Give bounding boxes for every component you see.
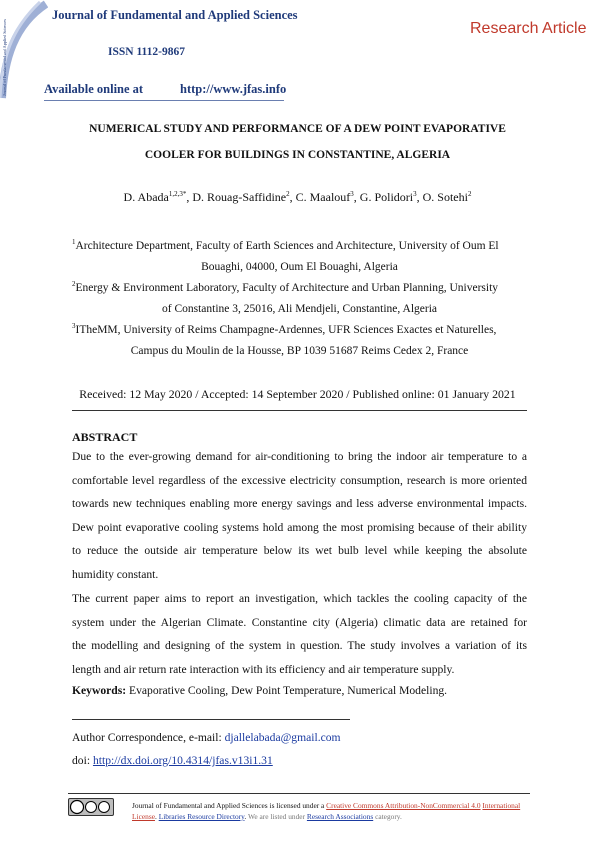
header-divider (44, 100, 284, 101)
author-name: C. Maalouf (295, 190, 351, 204)
by-icon (86, 802, 97, 813)
affiliation-line-1: ITheMM, University of Reims Champagne-Ardennes, UFR Sciences Exactes et Naturelles, (75, 323, 497, 336)
available-online-label: Available online at (44, 82, 144, 96)
affiliation-3 (72, 316, 527, 362)
logo-vertical-text: Journal of Fundamental and Applied Sciences (2, 19, 7, 96)
affiliation-2 (72, 274, 527, 320)
abstract-line: to reduce the outside air temperature below its wet bulb level while keeping the absolute (72, 544, 527, 558)
author-name: G. Polidori (359, 190, 414, 204)
license-text-3: category. (375, 812, 402, 821)
journal-name: Journal of Fundamental and Applied Sciences (52, 8, 298, 22)
keywords-text: Evaporative Cooling, Dew Point Temperature, Numerical Modeling. (129, 684, 448, 697)
author-name: D. Rouag-Saffidine (192, 190, 287, 204)
correspondence-label: Author Correspondence, e-mail: (72, 731, 222, 744)
abstract-paragraph-2 (72, 587, 527, 681)
affiliation-line-2: Bouaghi, 04000, Oum El Bouaghi, Algeria (201, 260, 398, 273)
author-list: D. Abada$^{1,2,3*}$, D. Rouag-Saffidine$^2$, C. Maalouf$^3$, G. Polidori$^3$, O. Sotehi$^2$ (123, 190, 472, 204)
abstract-line: The current paper aims to report an investigation, which tackles the cooling capacity of the (72, 592, 527, 605)
nc-icon (99, 802, 110, 813)
author-sup: 3 (350, 190, 354, 198)
abstract-line: humidity constant. (72, 567, 159, 581)
doi-link[interactable]: http://dx.doi.org/10.4314/jfas.v13i1.31 (92, 754, 273, 767)
author-sup: 1,2,3* (168, 190, 187, 198)
abstract-line: comfortable level regardless of the excessive electricity consumption, research is more oriented (72, 473, 527, 487)
abstract-line: Dew point evaporative cooling systems hold among the most promising because of their ability (72, 520, 527, 534)
paper-title-line-1: NUMERICAL STUDY AND PERFORMANCE OF A DEW POINT EVAPORATIVE (89, 123, 506, 135)
doi-line (72, 754, 273, 767)
cc-icon (71, 801, 84, 814)
journal-logo (0, 0, 48, 100)
license-text-2: We are listed under (247, 812, 306, 821)
abstract-line: length and air return rate interaction with its efficiency and air temperature supply. (72, 662, 455, 676)
abstract-line: system under the Algerian Climate. Constantine city (Algeria) climatic data are retained for (72, 615, 527, 629)
license-text-1: Journal of Fundamental and Applied Sciences is licensed under a (132, 801, 325, 810)
doi-label: doi: (72, 754, 91, 767)
cc-license-badge[interactable] (68, 798, 114, 816)
keywords-label: Keywords: (72, 684, 127, 697)
license-link[interactable]: Creative Commons Attribution-NonCommercial 4.0 (326, 801, 481, 810)
keywords (72, 684, 447, 697)
paper-title-line-2: COOLER FOR BUILDINGS IN CONSTANTINE, ALGERIA (144, 149, 451, 161)
article-type: Research Article (470, 20, 587, 37)
author-name: O. Sotehi (422, 190, 468, 204)
abstract-line: Due to the ever-growing demand for air-conditioning to bring the indoor air temperature to a (72, 450, 527, 463)
abstract-heading: ABSTRACT (72, 430, 138, 444)
author-sup: 3 (413, 190, 417, 198)
affiliation-sup: 2 (72, 280, 76, 288)
affiliation-line-2: Campus du Moulin de la Housse, BP 1039 51687 Reims Cedex 2, France (130, 344, 469, 357)
footer-divider (68, 793, 530, 794)
abstract-line: towards new techniques enabling more energy savings and less adverse environmental impacts. (72, 497, 527, 511)
affiliation-line-1: Energy & Environment Laboratory, Faculty of Architecture and Urban Planning, University (75, 281, 499, 294)
abstract-line: the modelling and designing of the system in question. The study involves a variation of its (72, 639, 527, 653)
libraries-directory-link[interactable]: Libraries Resource Directory (158, 812, 245, 821)
author-sup: 2 (467, 190, 472, 198)
author-name: D. Abada (123, 190, 169, 204)
journal-url[interactable]: http://www.jfas.info (180, 82, 287, 96)
abstract-paragraph-1 (72, 445, 527, 587)
issn: ISSN 1112-9867 (108, 46, 186, 58)
author-sup: 2 (286, 190, 290, 198)
section-divider (72, 410, 527, 411)
affiliation-1 (72, 232, 527, 278)
license-link-2[interactable]: International License (132, 801, 521, 821)
correspondence (72, 731, 341, 744)
publication-dates: Received: 12 May 2020 / Accepted: 14 September 2020 / Published online: 01 January 2021 (79, 387, 516, 401)
research-associations-link[interactable]: Research Associations (306, 812, 374, 821)
affiliation-sup: 1 (72, 238, 76, 246)
affiliation-line-2: of Constantine 3, 25016, Ali Mendjeli, Constantine, Algeria (161, 302, 437, 315)
footnote-divider (72, 719, 350, 720)
affiliation-line-1: Architecture Department, Faculty of Earth Sciences and Architecture, University of Oum El (75, 239, 499, 252)
license-text: Journal of Fundamental and Applied Sciences is licensed under a Creative Commons Attribution-NonCommercial 4.0 International License. Libraries Resource Directory. We are listed under Research Associations category. (132, 801, 521, 821)
email-link[interactable]: djallelabada@gmail.com (224, 731, 341, 744)
affiliation-sup: 3 (72, 322, 76, 330)
